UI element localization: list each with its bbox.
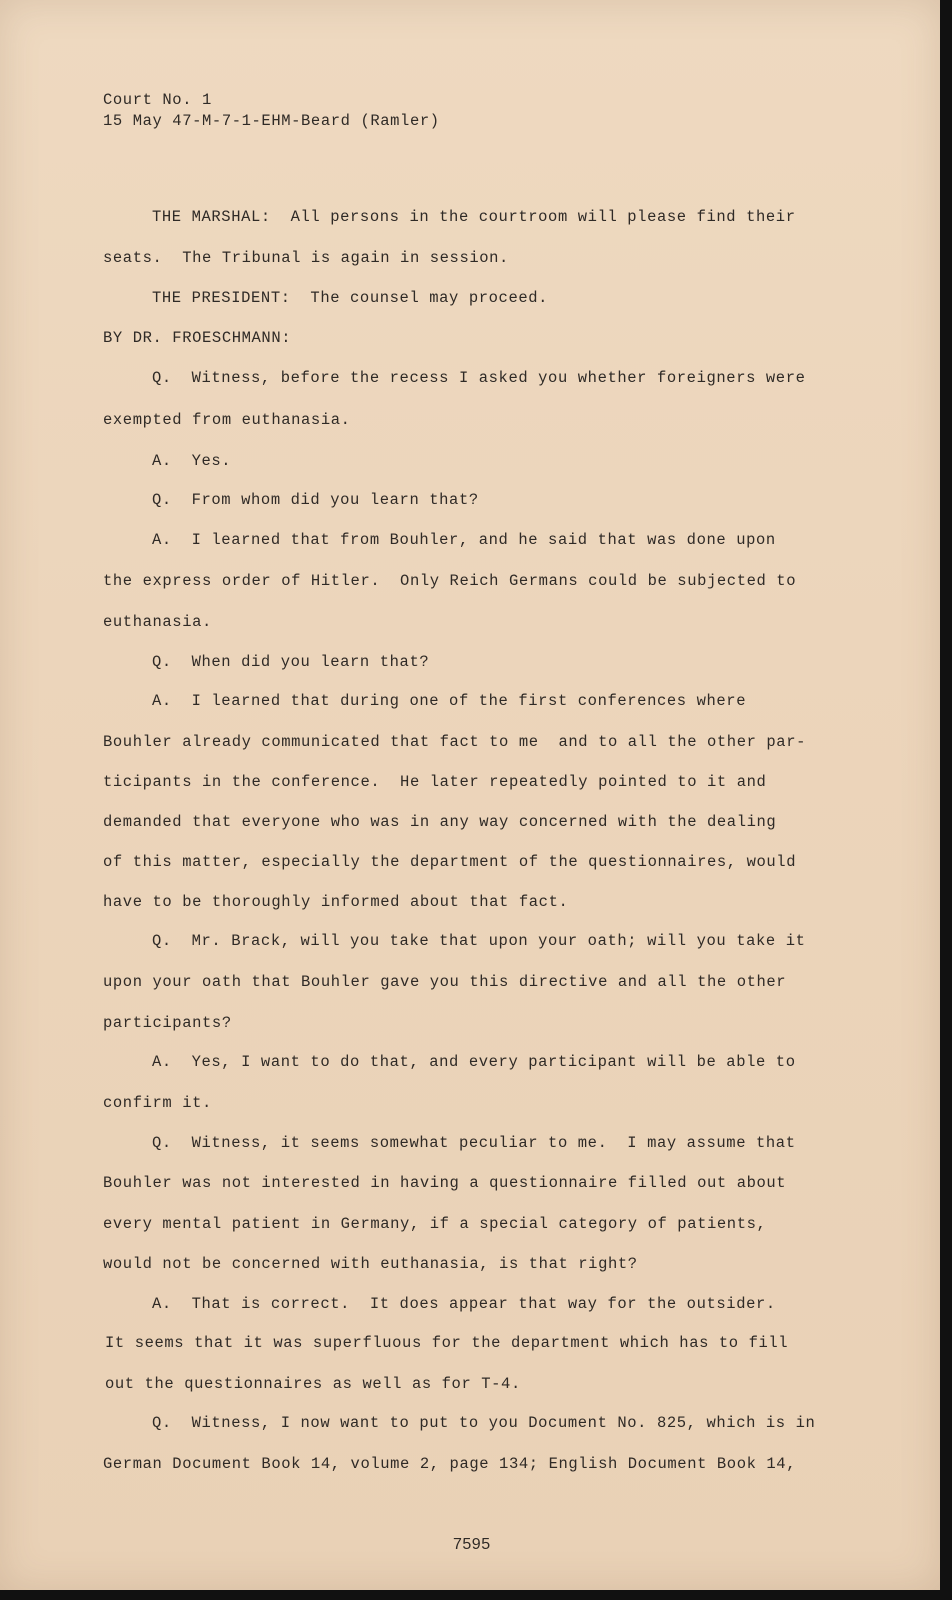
transcript-line: THE MARSHAL: All persons in the courtroom will please find their	[152, 208, 796, 226]
transcript-line: Bouhler already communicated that fact to me and to all the other par-	[103, 733, 807, 751]
transcript-line: out the questionnaires as well as for T-4.	[105, 1375, 521, 1393]
transcript-line: Q. From whom did you learn that?	[152, 491, 479, 509]
transcript-line: Q. Witness, before the recess I asked you whether foreigners were	[152, 369, 806, 387]
transcript-line: of this matter, especially the department of the questionnaires, would	[103, 853, 797, 871]
transcript-line: would not be concerned with euthanasia, is that right?	[103, 1255, 638, 1273]
transcript-line: seats. The Tribunal is again in session.	[103, 249, 509, 267]
transcript-line: the express order of Hitler. Only Reich Germans could be subjected to	[103, 572, 797, 590]
transcript-line: A. Yes.	[152, 452, 232, 470]
transcript-line: Q. Mr. Brack, will you take that upon your oath; will you take it	[152, 932, 806, 950]
transcript-line: German Document Book 14, volume 2, page 134; English Document Book 14,	[103, 1455, 797, 1473]
transcript-line: upon your oath that Bouhler gave you this directive and all the other	[103, 973, 787, 991]
page-header	[103, 90, 440, 132]
transcript-line: euthanasia.	[103, 613, 212, 631]
transcript-line: It seems that it was superfluous for the department which has to fill	[105, 1334, 789, 1352]
transcript-line: exempted from euthanasia.	[103, 411, 351, 429]
transcript-reference: 15 May 47-M-7-1-EHM-Beard (Ramler)	[103, 112, 440, 130]
transcript-line: demanded that everyone who was in any way concerned with the dealing	[103, 813, 777, 831]
scan-border-right	[940, 0, 952, 1600]
transcript-line: THE PRESIDENT: The counsel may proceed.	[152, 289, 549, 307]
court-number: Court No. 1	[103, 91, 212, 109]
transcript-line: A. I learned that during one of the first conferences where	[152, 692, 747, 710]
transcript-line: A. I learned that from Bouhler, and he said that was done upon	[152, 531, 776, 549]
scan-border-bottom	[0, 1590, 952, 1600]
transcript-line: participants?	[103, 1014, 232, 1032]
transcript-line: Bouhler was not interested in having a questionnaire filled out about	[103, 1174, 787, 1192]
transcript-line: every mental patient in Germany, if a special category of patients,	[103, 1215, 767, 1233]
transcript-line: BY DR. FROESCHMANN:	[103, 329, 292, 347]
transcript-line: A. That is correct. It does appear that way for the outsider.	[152, 1295, 776, 1313]
transcript-line: confirm it.	[103, 1094, 212, 1112]
page-number: 7595	[453, 1536, 491, 1553]
transcript-line: have to be thoroughly informed about that fact.	[103, 893, 569, 911]
transcript-line: Q. When did you learn that?	[152, 653, 430, 671]
transcript-line: A. Yes, I want to do that, and every participant will be able to	[152, 1053, 796, 1071]
transcript-line: ticipants in the conference. He later repeatedly pointed to it and	[103, 773, 767, 791]
transcript-line: Q. Witness, it seems somewhat peculiar to me. I may assume that	[152, 1134, 796, 1152]
transcript-line: Q. Witness, I now want to put to you Document No. 825, which is in	[152, 1414, 816, 1432]
